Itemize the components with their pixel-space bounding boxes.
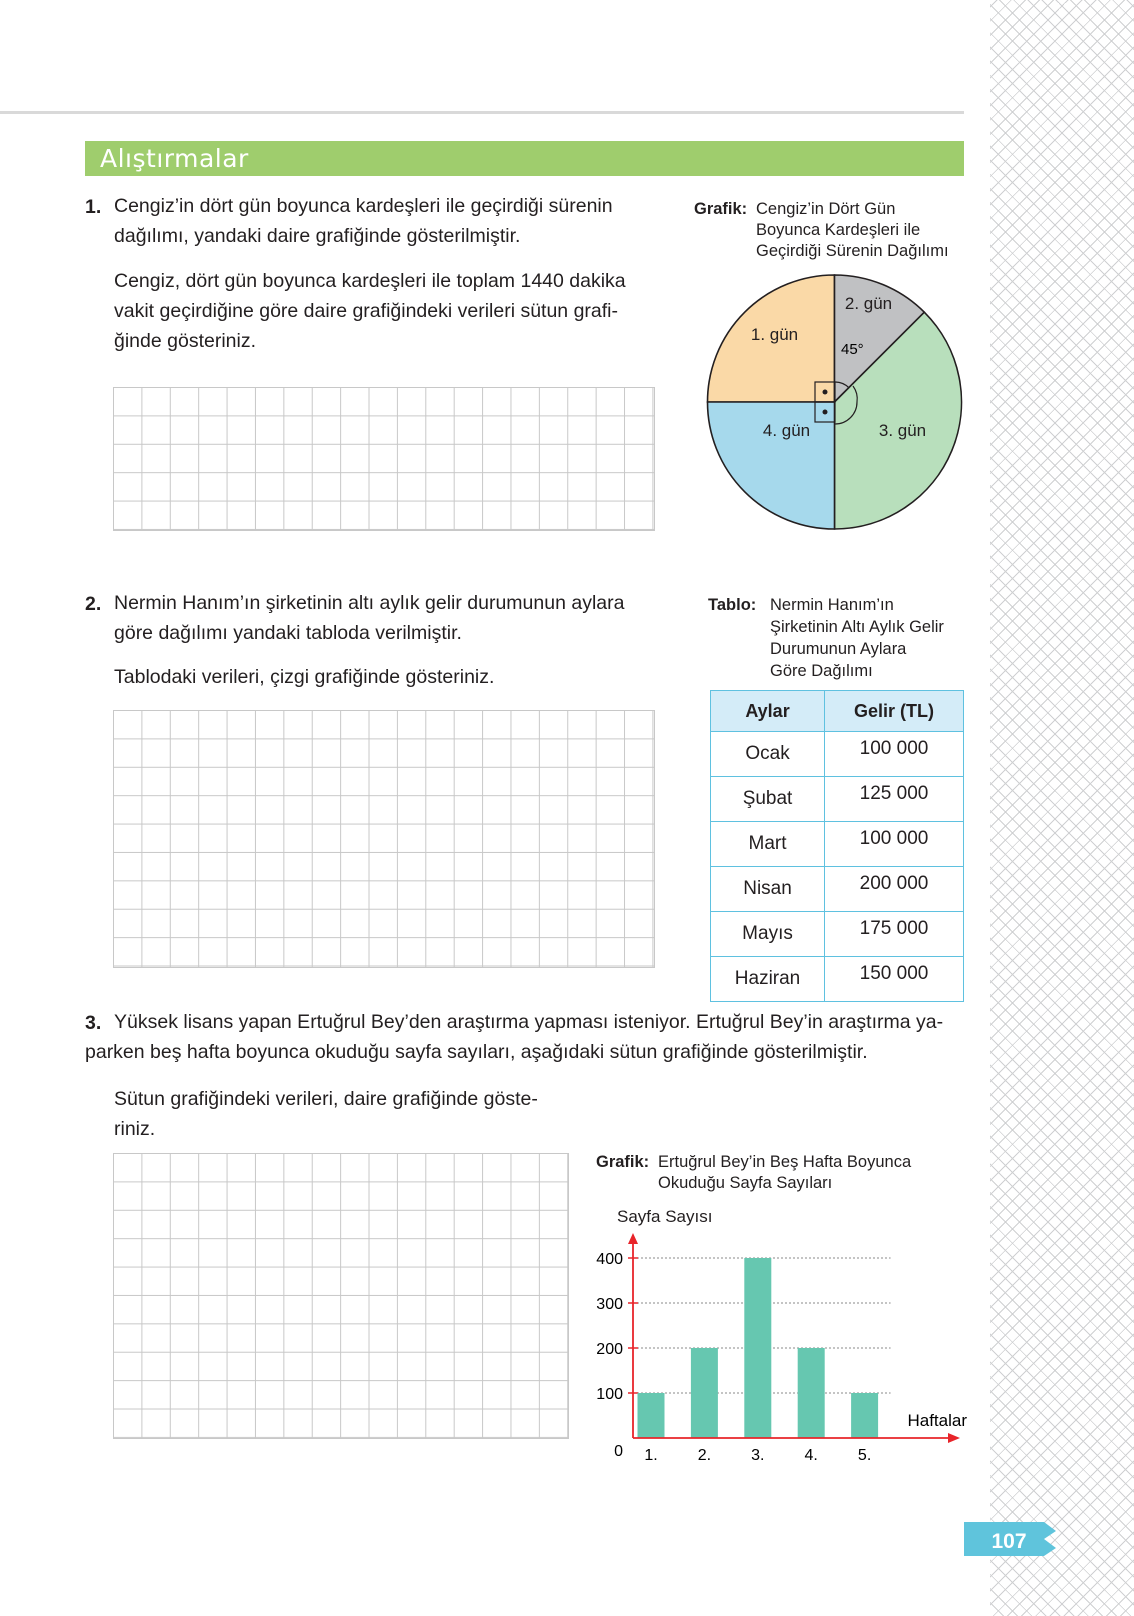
bar-chart-ytick-label: 200 [596, 1341, 623, 1358]
angle-label-45: 45° [841, 341, 864, 358]
page-number-tab [964, 1522, 1056, 1556]
income-table-header-income: Gelir (TL) [825, 691, 964, 732]
exercise-3-text-line-2: parken beş hafta boyunca okuduğu sayfa sayıları, aşağıdaki sütun grafiğinde gösterilmiştir. [85, 1041, 868, 1063]
table-cell-income: 150 000 [825, 957, 964, 1002]
income-table-header-month: Aylar [711, 691, 825, 732]
pie-slice-label-3: 3. gün [878, 421, 927, 440]
pie-slice-label-4: 4. gün [762, 421, 811, 440]
exercise-1-text-line-3: Cengiz, dört gün boyunca kardeşleri ile toplam 1440 dakika [114, 270, 626, 292]
table-cell-month: Nisan [711, 867, 825, 912]
exercise-1-number: 1. [85, 196, 102, 218]
exercise-3-text-line-3: Sütun grafiğindeki verileri, daire grafiğinde göste- [114, 1088, 538, 1110]
bar-week-5 [851, 1393, 878, 1438]
exercise-3-number: 3. [85, 1012, 102, 1034]
bar-chart-xtick-label: 2. [697, 1447, 712, 1464]
side-decorative-pattern [990, 0, 1134, 1616]
bar-chart-xtick-label: 3. [751, 1447, 765, 1464]
exercise-1-text-line-4: vakit geçirdiğine göre daire grafiğindeki verileri sütun grafi- [114, 300, 619, 322]
bar-chart-xtick-label: 5. [857, 1447, 872, 1464]
table-row [711, 912, 964, 957]
pie-slice-label-1: 1. gün [750, 325, 799, 344]
table-row [711, 777, 964, 822]
table-cell-income: 100 000 [825, 732, 964, 777]
table-row [711, 822, 964, 867]
exercise-2-answer-grid[interactable] [113, 710, 655, 968]
table-caption-line-2: Şirketinin Altı Aylık Gelir [770, 618, 944, 636]
exercise-2-text-line-1: Nermin Hanım’ın şirketinin altı aylık gelir durumunun aylara [114, 592, 625, 614]
exercise-3-text-line-4: riniz. [114, 1118, 156, 1140]
bar-caption-label: Grafik: [596, 1153, 650, 1171]
bar-week-2 [691, 1348, 718, 1438]
table-caption-line-3: Durumunun Aylara [770, 640, 907, 658]
table-row [711, 732, 964, 777]
bar-week-4 [798, 1348, 825, 1438]
bar-chart-xtick-label: 4. [804, 1447, 818, 1464]
exercise-1-text-line-2: dağılımı, yandaki daire grafiğinde gösterilmiştir. [114, 225, 521, 247]
income-table-header-row [711, 691, 964, 732]
table-cell-month: Şubat [711, 777, 825, 822]
right-angle-dot-top [823, 390, 828, 395]
table-cell-income: 125 000 [825, 777, 964, 822]
bar-week-1 [638, 1393, 665, 1438]
pie-caption-line-1: Cengiz’in Dört Gün [756, 200, 896, 218]
exercise-1-text-line-1: Cengiz’in dört gün boyunca kardeşleri ile geçirdiği sürenin [114, 195, 613, 217]
pie-caption-line-2: Boyunca Kardeşleri ile [756, 221, 921, 239]
table-row [711, 957, 964, 1002]
section-title: Alıştırmalar [100, 144, 249, 173]
exercise-1-answer-grid[interactable] [113, 387, 655, 531]
exercise-2-number: 2. [85, 593, 102, 615]
bar-caption-line-1: Ertuğrul Bey’in Beş Hafta Boyunca [658, 1153, 912, 1171]
pie-caption-line-3: Geçirdiği Sürenin Dağılımı [756, 242, 949, 260]
bar-caption-line-2: Okuduğu Sayfa Sayıları [658, 1174, 833, 1192]
y-axis-arrow-icon [628, 1233, 638, 1244]
exercise-2-text-line-2: göre dağılımı yandaki tabloda verilmiştir. [114, 622, 462, 644]
income-table [710, 690, 964, 1002]
table-cell-month: Haziran [711, 957, 825, 1002]
table-cell-month: Mayıs [711, 912, 825, 957]
table-caption-line-4: Göre Dağılımı [770, 662, 873, 680]
exercise-1-text-line-5: ğinde gösteriniz. [114, 330, 257, 352]
bar-chart [590, 1232, 970, 1482]
table-cell-month: Mart [711, 822, 825, 867]
table-caption-line-1: Nermin Hanım’ın [770, 596, 894, 614]
bar-chart-ytick-label: 0 [614, 1443, 623, 1460]
pie-caption-label: Grafik: [694, 200, 748, 218]
page-number: 107 [991, 1530, 1027, 1553]
bar-chart-xtick-label: 1. [644, 1447, 658, 1464]
pie-slice-label-2: 2. gün [844, 294, 893, 313]
table-cell-income: 200 000 [825, 867, 964, 912]
right-angle-dot-bottom [823, 410, 828, 415]
table-cell-income: 175 000 [825, 912, 964, 957]
exercise-3-text-line-1: Yüksek lisans yapan Ertuğrul Bey’den araştırma yapması isteniyor. Ertuğrul Bey’in araştırma ya- [114, 1011, 944, 1033]
exercise-2-text-line-3: Tablodaki verileri, çizgi grafiğinde gösteriniz. [114, 666, 495, 688]
x-axis-arrow-icon [948, 1433, 960, 1443]
bar-week-3 [744, 1258, 771, 1438]
top-rule [0, 111, 964, 114]
exercise-3-answer-grid[interactable] [113, 1153, 569, 1439]
bar-chart-ytick-label: 400 [596, 1251, 623, 1268]
table-cell-income: 100 000 [825, 822, 964, 867]
bar-chart-ytick-label: 100 [596, 1386, 623, 1403]
table-row [711, 867, 964, 912]
table-cell-month: Ocak [711, 732, 825, 777]
table-caption-label: Tablo: [708, 596, 757, 614]
pie-chart [700, 268, 970, 538]
bar-chart-ylabel: Sayfa Sayısı [617, 1207, 713, 1226]
bar-chart-xlabel: Haftalar [907, 1411, 967, 1430]
bar-chart-ytick-label: 300 [596, 1296, 623, 1313]
